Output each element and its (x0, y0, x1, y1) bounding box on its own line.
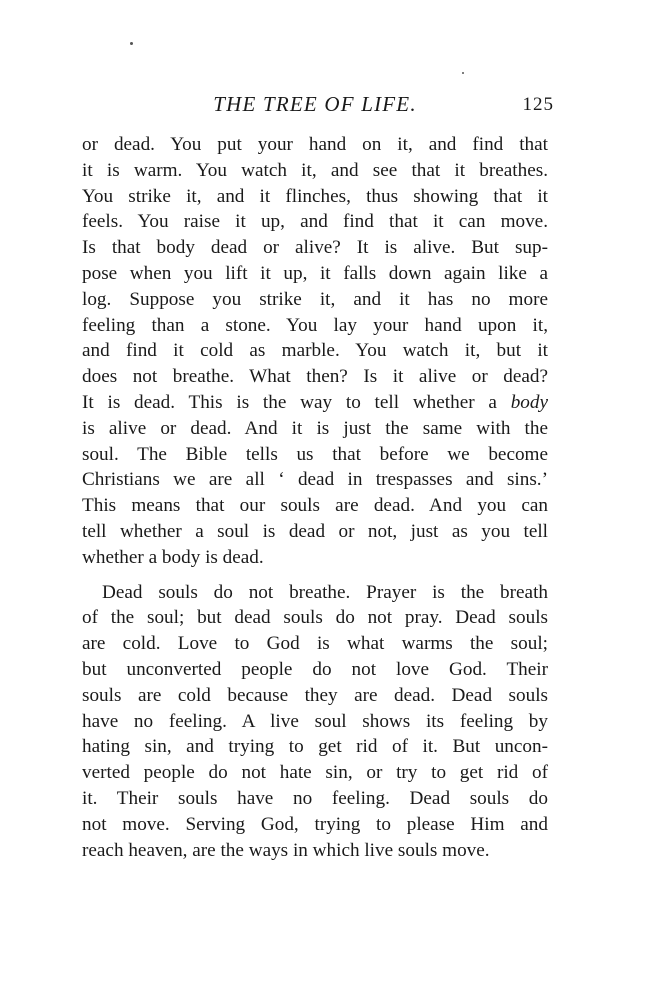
text-line: have no feeling. A live soul shows its feeling by (82, 710, 548, 732)
text-line: tell whether a soul is dead or not, just as you tell (82, 520, 548, 542)
text-line: does not breathe. What then? Is it alive or dead? (82, 366, 548, 388)
text-line: log. Suppose you strike it, and it has no more (82, 288, 548, 310)
text-line: of the soul; but dead souls do not pray. Dead souls (82, 607, 548, 629)
body-text (82, 132, 548, 863)
text-line: feels. You raise it up, and find that it can move. (82, 211, 548, 233)
text-line: whether a body is dead. (82, 546, 264, 568)
text-line: This means that our souls are dead. And you can (82, 495, 548, 517)
text-line: pose when you lift it up, it falls down again like a (82, 262, 548, 284)
text-line: Christians we are all ‘ dead in trespasses and sins.’ (82, 469, 548, 491)
text-line-start: It is dead. This is the way to tell whether a (82, 391, 511, 413)
emphasized-word: body (510, 391, 548, 413)
text-line: verted people do not hate sin, or try to get rid of (82, 762, 548, 784)
text-line: or dead. You put your hand on it, and find that (82, 134, 548, 155)
paragraph (82, 580, 548, 864)
running-title: THE TREE OF LIFE. (213, 92, 417, 116)
paragraph (82, 132, 548, 571)
text-line: but unconverted people do not love God. Their (82, 658, 548, 680)
text-line: are cold. Love to God is what warms the soul; (82, 633, 548, 655)
running-head (82, 92, 554, 122)
text-line: Is that body dead or alive? It is alive. But sup- (82, 237, 548, 259)
text-line (82, 390, 548, 416)
page-number: 125 (522, 94, 554, 115)
text-line: souls are cold because they are dead. Dead souls (82, 684, 548, 706)
text-line: You strike it, and it flinches, thus showing that it (82, 185, 548, 207)
text-line: Dead souls do not breathe. Prayer is the breath (102, 581, 548, 603)
text-line: soul. The Bible tells us that before we become (82, 443, 548, 465)
text-line: is alive or dead. And it is just the same with the (82, 417, 548, 439)
text-line: hating sin, and trying to get rid of it. But uncon- (82, 736, 548, 758)
text-line: not move. Serving God, trying to please Him and (82, 813, 548, 835)
text-line: feeling than a stone. You lay your hand upon it, (82, 314, 548, 336)
text-line: it is warm. You watch it, and see that it breathes. (82, 159, 548, 181)
text-line: it. Their souls have no feeling. Dead souls do (82, 787, 548, 809)
text-line: reach heaven, are the ways in which live souls move. (82, 839, 490, 861)
ink-speck (462, 72, 464, 74)
paragraph-gap (82, 571, 548, 580)
ink-speck (130, 42, 133, 45)
text-line: and find it cold as marble. You watch it, but it (82, 340, 548, 362)
